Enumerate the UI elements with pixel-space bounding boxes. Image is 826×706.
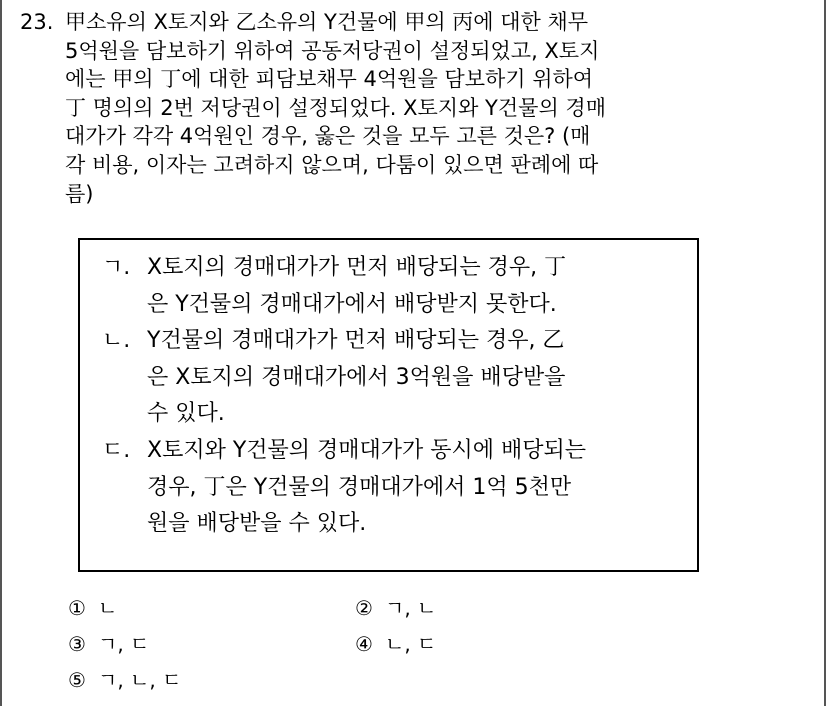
option-text: ㄴ, ㄷ: [385, 632, 437, 656]
question-stem: [20, 8, 780, 208]
option-2[interactable]: [355, 590, 642, 626]
option-text: ㄱ, ㄴ: [385, 596, 437, 620]
statement-line: [102, 250, 692, 287]
option-mark: ③: [68, 632, 86, 656]
option-mark: ②: [355, 596, 373, 620]
page-border-left: [0, 0, 2, 706]
statements-box: [78, 238, 699, 572]
statement-text: X토지의 경매대가가 먼저 배당되는 경우, 丁: [147, 255, 567, 280]
statement-marker: ㄴ.: [102, 328, 131, 354]
option-text: ㄱ, ㄴ, ㄷ: [98, 668, 182, 692]
question-number: 23.: [20, 10, 54, 34]
statement-line: [102, 323, 692, 360]
statement-line: 은 Y건물의 경매대가에서 배당받지 못한다.: [147, 291, 557, 317]
statement-line: 경우, 丁은 Y건물의 경매대가에서 1억 5천만: [147, 474, 572, 500]
option-mark: ④: [355, 632, 373, 656]
question-line: 대가가 각각 4억원인 경우, 옳은 것을 모두 고른 것은? (매: [65, 124, 591, 149]
statement-text: Y건물의 경매대가가 먼저 배당되는 경우, 乙: [147, 328, 565, 354]
statement-line: 은 X토지의 경매대가에서 3억원을 배당받을: [147, 364, 566, 390]
question-line: 丁 명의의 2번 저당권이 설정되었다. X토지와 Y건물의 경매: [65, 95, 606, 120]
question-line: 5억원을 담보하기 위하여 공동저당권이 설정되었고, X토지: [65, 38, 600, 63]
option-mark: ⑤: [68, 668, 86, 692]
statement-line: 원을 배당받을 수 있다.: [147, 511, 367, 537]
question-line: 에는 甲의 丁에 대한 피담보채무 4억원을 담보하기 위하여: [65, 67, 594, 92]
option-row: [68, 590, 768, 626]
option-1[interactable]: [68, 590, 355, 626]
statement-marker: ㄷ.: [102, 437, 131, 463]
answer-options: [68, 590, 768, 698]
option-3[interactable]: [68, 626, 355, 662]
option-text: ㄴ: [98, 596, 118, 620]
statement-marker: ㄱ.: [102, 255, 131, 280]
option-mark: ①: [68, 596, 86, 620]
option-5[interactable]: [68, 662, 355, 698]
question-line: 각 비용, 이자는 고려하지 않으며, 다툼이 있으면 판례에 따: [65, 152, 599, 177]
statement-line: [102, 433, 692, 470]
statement-text: X토지와 Y건물의 경매대가가 동시에 배당되는: [147, 437, 587, 463]
question-line: 름): [65, 181, 94, 206]
option-row: [68, 662, 768, 698]
question-text: 甲소유의 X토지와 乙소유의 Y건물에 甲의 丙에 대한 채무: [65, 10, 589, 34]
option-text: ㄱ, ㄷ: [98, 632, 150, 656]
option-row: [68, 626, 768, 662]
statement-line: 수 있다.: [147, 401, 225, 427]
option-4[interactable]: [355, 626, 642, 662]
question-line: [20, 8, 780, 37]
